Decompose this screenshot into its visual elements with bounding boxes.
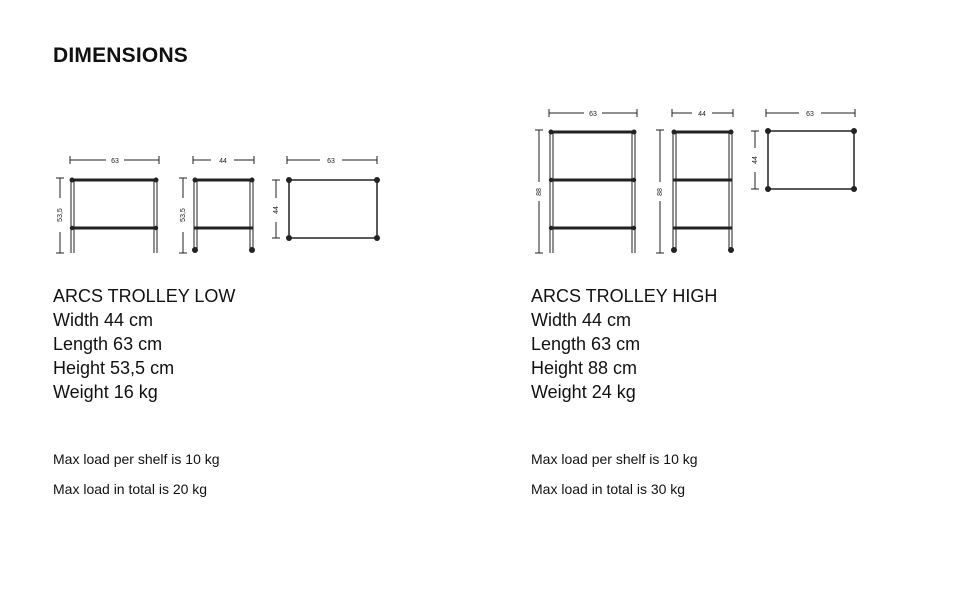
- low-top-view: [272, 156, 377, 238]
- low-top-width-label: 63: [327, 158, 335, 165]
- drawing-dots: [70, 128, 858, 253]
- spec-width: Width 44 cm: [531, 310, 632, 330]
- page-title: DIMENSIONS: [53, 44, 189, 67]
- spec-length: Length 63 cm: [531, 334, 641, 354]
- spec-length: Length 63 cm: [53, 334, 163, 354]
- low-side-view: [179, 156, 254, 253]
- low-spec-block: [53, 284, 235, 404]
- low-shelf-load-note: Max load per shelf is 10 kg: [53, 451, 220, 467]
- low-front-width-label: 63: [111, 158, 119, 165]
- spec-weight: Weight 16 kg: [53, 382, 158, 402]
- high-top-width-label: 63: [806, 111, 814, 118]
- high-side-height-label: 88: [657, 188, 664, 196]
- low-top-depth-label: 44: [273, 206, 280, 214]
- high-top-depth-label: 44: [752, 156, 759, 164]
- spec-width: Width 44 cm: [53, 310, 154, 330]
- low-front-view: [56, 156, 159, 253]
- high-spec-block: [531, 284, 717, 404]
- product-name: ARCS TROLLEY LOW: [53, 286, 236, 306]
- high-top-view: [751, 109, 855, 189]
- high-front-width-label: 63: [589, 111, 597, 118]
- low-total-load-note: Max load in total is 20 kg: [53, 481, 208, 497]
- spec-height: Height 88 cm: [531, 358, 638, 378]
- product-name: ARCS TROLLEY HIGH: [531, 286, 718, 306]
- high-front-height-label: 88: [536, 188, 543, 196]
- high-side-view: [656, 109, 733, 253]
- high-total-load-note: Max load in total is 30 kg: [531, 481, 686, 497]
- low-side-width-label: 44: [219, 158, 227, 165]
- spec-height: Height 53,5 cm: [53, 358, 175, 378]
- low-front-height-label: 53,5: [57, 208, 64, 222]
- spec-weight: Weight 24 kg: [531, 382, 636, 402]
- low-side-height-label: 53,5: [180, 208, 187, 222]
- high-side-width-label: 44: [698, 111, 706, 118]
- high-shelf-load-note: Max load per shelf is 10 kg: [531, 451, 698, 467]
